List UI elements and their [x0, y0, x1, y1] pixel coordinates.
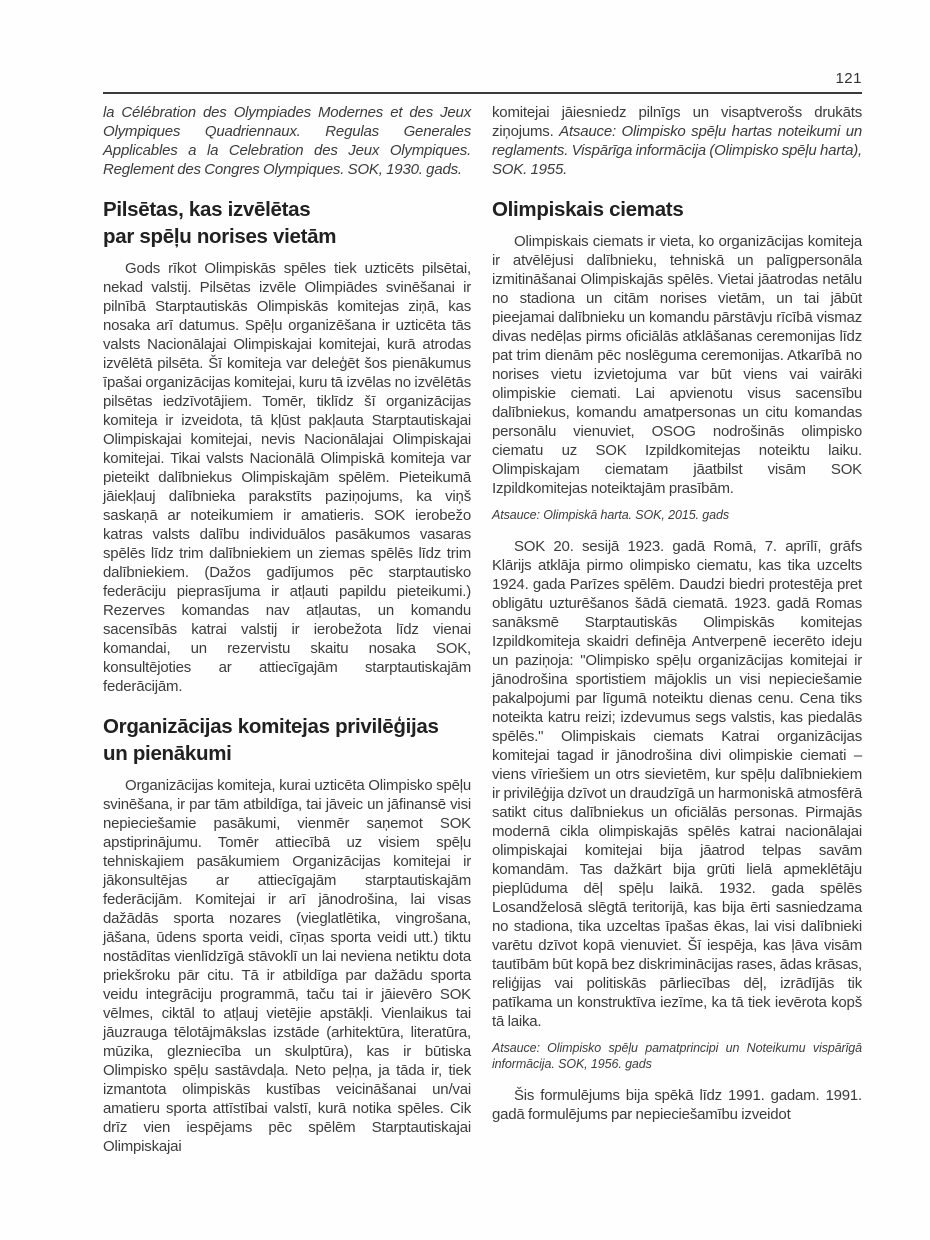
left-column [103, 103, 471, 1156]
reference-olympic-charter: Atsauce: Olimpiskā harta. SOK, 2015. gads [492, 508, 729, 522]
report-continuation-text: komitejai jāiesniedz pilnīgs un visaptverošs drukāts ziņojums. [492, 104, 862, 140]
paragraph-cities: Gods rīkot Olimpiskās spēles tiek uzticēts pilsētai, nekad valstij. Pilsētas izvēle Olimpiādes svinēšanai ir pilnībā Starptautiskās Olimpiskās komitejas ziņā, kas nosaka arī datumus. Spēļu organizēšana ir uzticēta tās valsts Nacionālajai Olimpiskajai komitejai, kurā atrodas izvēlētā pilsēta. Šī komiteja var deleģēt šos pienākumus īpašai organizācijas komitejai, kuru tā izvēlas no izvēlētās pilsētas iedzīvotājiem. Tomēr, tiklīdz šī organizācijas komiteja ir izveidota, tā kļūst pakļauta Starptautiskajai Olimpiskajai komitejai, nevis Nacionālajai Olimpiskajai komitejai. Tikai valsts Nacionālā Olimpiskā komiteja var pieteikt dalībniekus Olimpiskajām spēlēm. Pieteikumā jāiekļauj dalībnieka parakstīts paziņojums, ka viņš saskaņā ar noteikumiem ir amatieris. SOK ierobežo katras valsts dalību individuālos pasākumos vasaras spēlēs līdz trim dalībniekiem un ziemas spēlēs līdz trim dalībniekiem. (Dažos gadījumos pēc starptautisko federāciju pieprasījuma ir atļauti papildu pieteikumi.) Rezerves komandas nav atļautas, un komandu sacensībās katrai valstij ir ierobežota līdz vienai komandai, un rezervistu skaitu nosaka SOK, konsultējoties ar attiecīgajām starptautiskajām federācijām. [103, 260, 471, 695]
heading-olympic-village: Olimpiskais ciemats [492, 198, 684, 221]
heading-cities-line-2: par spēļu norises vietām [103, 225, 337, 248]
reference-general-principles: Atsauce: Olimpisko spēļu pamatprincipi un Noteikumu vispārīgā informācija. SOK, 1956. gads [492, 1041, 862, 1071]
paragraph-village-history: SOK 20. sesijā 1923. gadā Romā, 7. aprīlī, grāfs Klārijs atklāja pirmo olimpisko ciematu, kas tika uzcelts 1924. gada Parīzes spēlēm. Daudzi biedri protestēja pret obligātu uzturēšanos šādā ciematā. 1923. gadā Romas sanāksmē Starptautiskās Olimpiskās komitejas Izpildkomiteja skaidri definēja Antverpenē iecerēto ideju un paziņoja: "Olimpisko spēļu organizācijas komitejai ir jānodrošina sportistiem mājoklis un visi nepieciešamie pakalpojumi par līgumā noteiktu dienas cenu. Cena tiks noteikta katru reizi; izdevumus segs valstis, kas piedalās spēlēs." Olimpiskais ciemats Katrai organizācijas komitejai tagad ir jānodrošina divi olimpiskie ciemati – viens vīriešiem un otrs sievietēm, kur spēļu dalībniekiem ir privilēģija dzīvot un draudzīgā un harmoniskā atmosfērā satikt citus dalībniekus un oficiālās personas. Pirmajās modernā cikla olimpiskajās spēlēs katrai nacionālajai olimpiskajai komitejai bija jāatrod telpas savām komandām. Tas dažkārt bija grūti lielā apmeklētāju pieplūduma dēļ spēļu laikā. 1932. gada spēlēs Losandželosā slēgtā teritorijā, kas bija ērti sasniedzama no stadiona, tika uzceltas īpašas ēkas, lai visi dalībnieki varētu dzīvot kopā vienuviet. Šī iespēja, kas ļāva visām tautībām būt kopā bez diskriminācijas rases, ādas krāsas, reliģijas vai politiskās pārliecības dēļ, izrādījās tik patīkama un konstruktīva iezīme, ka tā tiek ievērota kopš tā laika. [492, 538, 862, 1030]
paragraph-committee: Organizācijas komiteja, kurai uzticēta Olimpisko spēļu svinēšana, ir par tām atbildīga, tai jāveic un jāfinansē visi nepieciešamie pasākumi, vienmēr saņemot SOK apstiprinājumu. Tomēr attiecībā uz visiem spēļu tehniskajiem pasākumiem Organizācijas komitejai ir jākonsultējas ar attiecīgajām starptautiskajām federācijām. Komitejai ir arī jānodrošina, lai visas dažādās sporta nozares (vieglatlētika, vingrošana, jāšana, ūdens sporta veidi, cīņas sporta veidi utt.) tiktu nostādītas vienlīdzīgā stāvoklī un lai neviena netiktu dota priekšroku pār citu. Tā ir atbildīga par dažādu sporta veidu integrāciju programmā, taču tai ir jāievēro SOK vēlmes, ciktāl to atļauj vietējie apstākļi. Vienlaikus tai jāuzrauga tēlotājmākslas izstāde (arhitektūra, literatūra, mūzika, glezniecība un skulptūra), kas ir būtiska Olimpisko spēļu sastāvdaļa. Neto peļņa, ja tāda ir, tiek izmantota olimpiskās kustības veicināšanai un/vai amatieru sporta attīstībai valstī, kurā notika spēles. Cik drīz vien iespējams pēc spēlēm Starptautiskajai Olimpiskajai [103, 777, 471, 1155]
paragraph-report-continuation [492, 103, 862, 179]
report-continuation-reference: Atsauce: Olimpisko spēļu hartas noteikumi un reglaments. Vispārīga informācija (Olimpisko spēļu harta), SOK. 1955. [492, 123, 862, 178]
paragraph-olympic-village: Olimpiskais ciemats ir vieta, ko organizācijas komiteja ir atvēlējusi dalībnieku, tehniskā un palīgpersonāla izmitināšanai Olimpiskajās spēlēs. Vietai jāatrodas netālu no stadiona un citām norises vietām, un tai jābūt pieejamai dalībnieku un komandu pārstāvju rīcībā vismaz divas nedēļas pirms oficiālās atklāšanas ceremonijas līdz pat trim dienām pēc noslēguma ceremonijas. Atkarībā no norises vietu izvietojuma var būt viens vai vairāki olimpiskie ciemati. Lai apvienotu visus sacensību dalībniekus, komandu amatpersonas un citu komandas personālu vienuviet, OSOG nodrošinās olimpisko ciematu uz SOK Izpildkomitejas noteiktu laiku. Olimpiskajam ciematam jāatbilst visām SOK Izpildkomitejas noteiktajām prasībām. [492, 233, 862, 497]
header-rule [103, 92, 862, 94]
page-header [103, 70, 862, 94]
heading-cities [103, 196, 471, 250]
two-column-text [103, 103, 862, 1156]
reference-continuation-paragraph: la Célébration des Olympiades Modernes et des Jeux Olympiques Quadriennaux. Regulas Generales Applicables a la Celebration des Jeux Olympiques. Reglement des Congres Olympiques. SOK, 1930. gads. [103, 104, 471, 178]
heading-committee [103, 713, 471, 767]
paragraph-formulation: Šis formulējums bija spēkā līdz 1991. gadam. 1991. gadā formulējums par nepieciešamību izveidot [492, 1087, 862, 1123]
heading-cities-line-1: Pilsētas, kas izvēlētas [103, 198, 311, 221]
right-column [492, 103, 862, 1156]
heading-committee-line-1: Organizācijas komitejas privilēģijas [103, 715, 439, 738]
heading-committee-line-2: un pienākumi [103, 742, 232, 765]
page-number: 121 [835, 70, 862, 87]
